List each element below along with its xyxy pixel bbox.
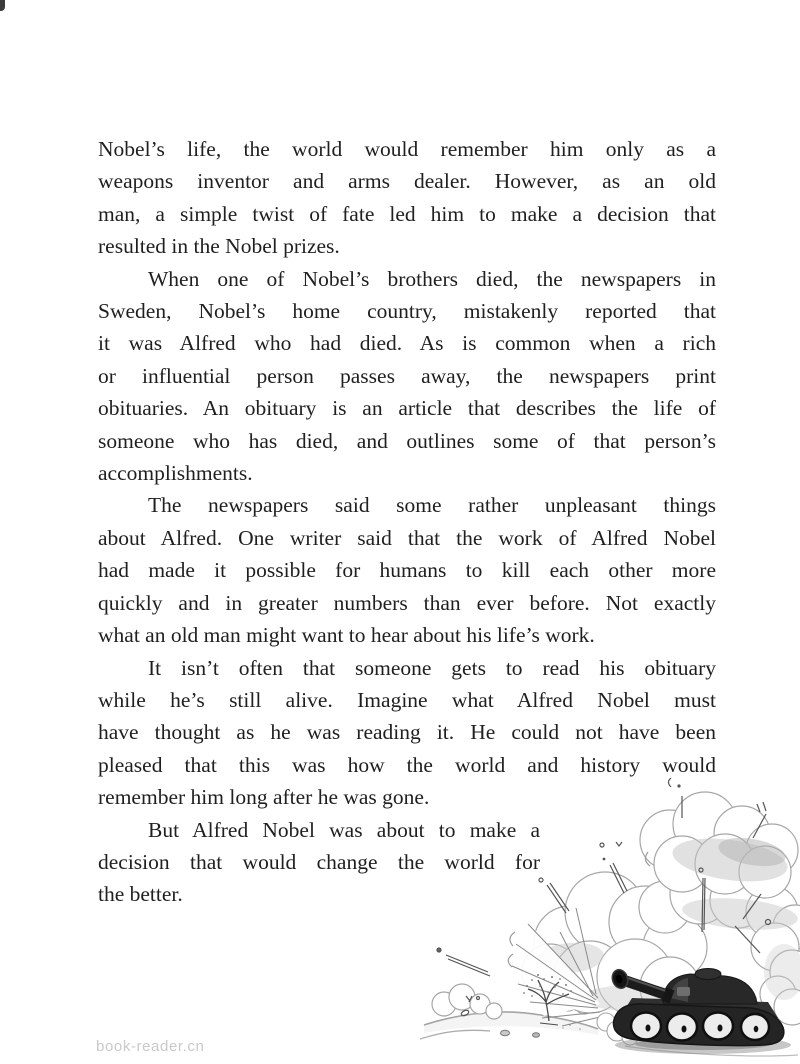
paragraph [98, 133, 716, 263]
text-line: while he’s still alive. Imagine what Alfred Nobel must [98, 687, 716, 712]
tank-explosion-illustration [420, 772, 800, 1064]
text-line: about Alfred. One writer said that the work of Alfred Nobel [98, 525, 716, 550]
text-line: have thought as he was reading it. He could not have been [98, 720, 716, 745]
text-line: Sweden, Nobel’s home country, mistakenly reported that [98, 299, 716, 324]
text-line: pleased that this was how the world and history would [98, 752, 716, 777]
text-line: When one of Nobel’s brothers died, the newspapers in [148, 266, 716, 291]
text-line: it was Alfred who had died. As is common when a rich [98, 331, 716, 356]
turret-hatch [695, 969, 721, 980]
text-line: It isn’t often that someone gets to read his obituary [148, 655, 716, 680]
paragraph [98, 489, 716, 651]
text-line: resulted in the Nobel prizes. [98, 234, 340, 259]
text-line: Nobel’s life, the world would remember him only as a [98, 137, 716, 161]
watermark: book-reader.cn [96, 1038, 205, 1055]
paragraph [98, 263, 716, 490]
text-line: remember him long after he was gone. [98, 785, 430, 810]
tank [610, 968, 791, 1054]
text-line: or influential person passes away, the newspapers print [98, 363, 716, 388]
turret-port [677, 987, 690, 996]
text-line: accomplishments. [98, 461, 253, 486]
text-line: someone who has died, and outlines some of that person’s [98, 428, 716, 453]
text-line: what an old man might want to hear about his life’s work. [98, 623, 595, 648]
scan-edge-artifact [0, 0, 5, 11]
text-line: had made it possible for humans to kill each other more [98, 558, 716, 583]
text-line: The newspapers said some rather unpleasant things [148, 493, 716, 518]
text-line: But Alfred Nobel was about to make a [148, 817, 540, 842]
text-line: decision that would change the world for [98, 849, 540, 874]
text-line: the better. [98, 882, 183, 907]
text-line: weapons inventor and arms dealer. However, as an old [98, 169, 716, 194]
text-line: man, a simple twist of fate led him to make a decision that [98, 201, 716, 226]
text-line: obituaries. An obituary is an article that describes the life of [98, 396, 716, 421]
text-line: quickly and in greater numbers than ever before. Not exactly [98, 590, 716, 615]
